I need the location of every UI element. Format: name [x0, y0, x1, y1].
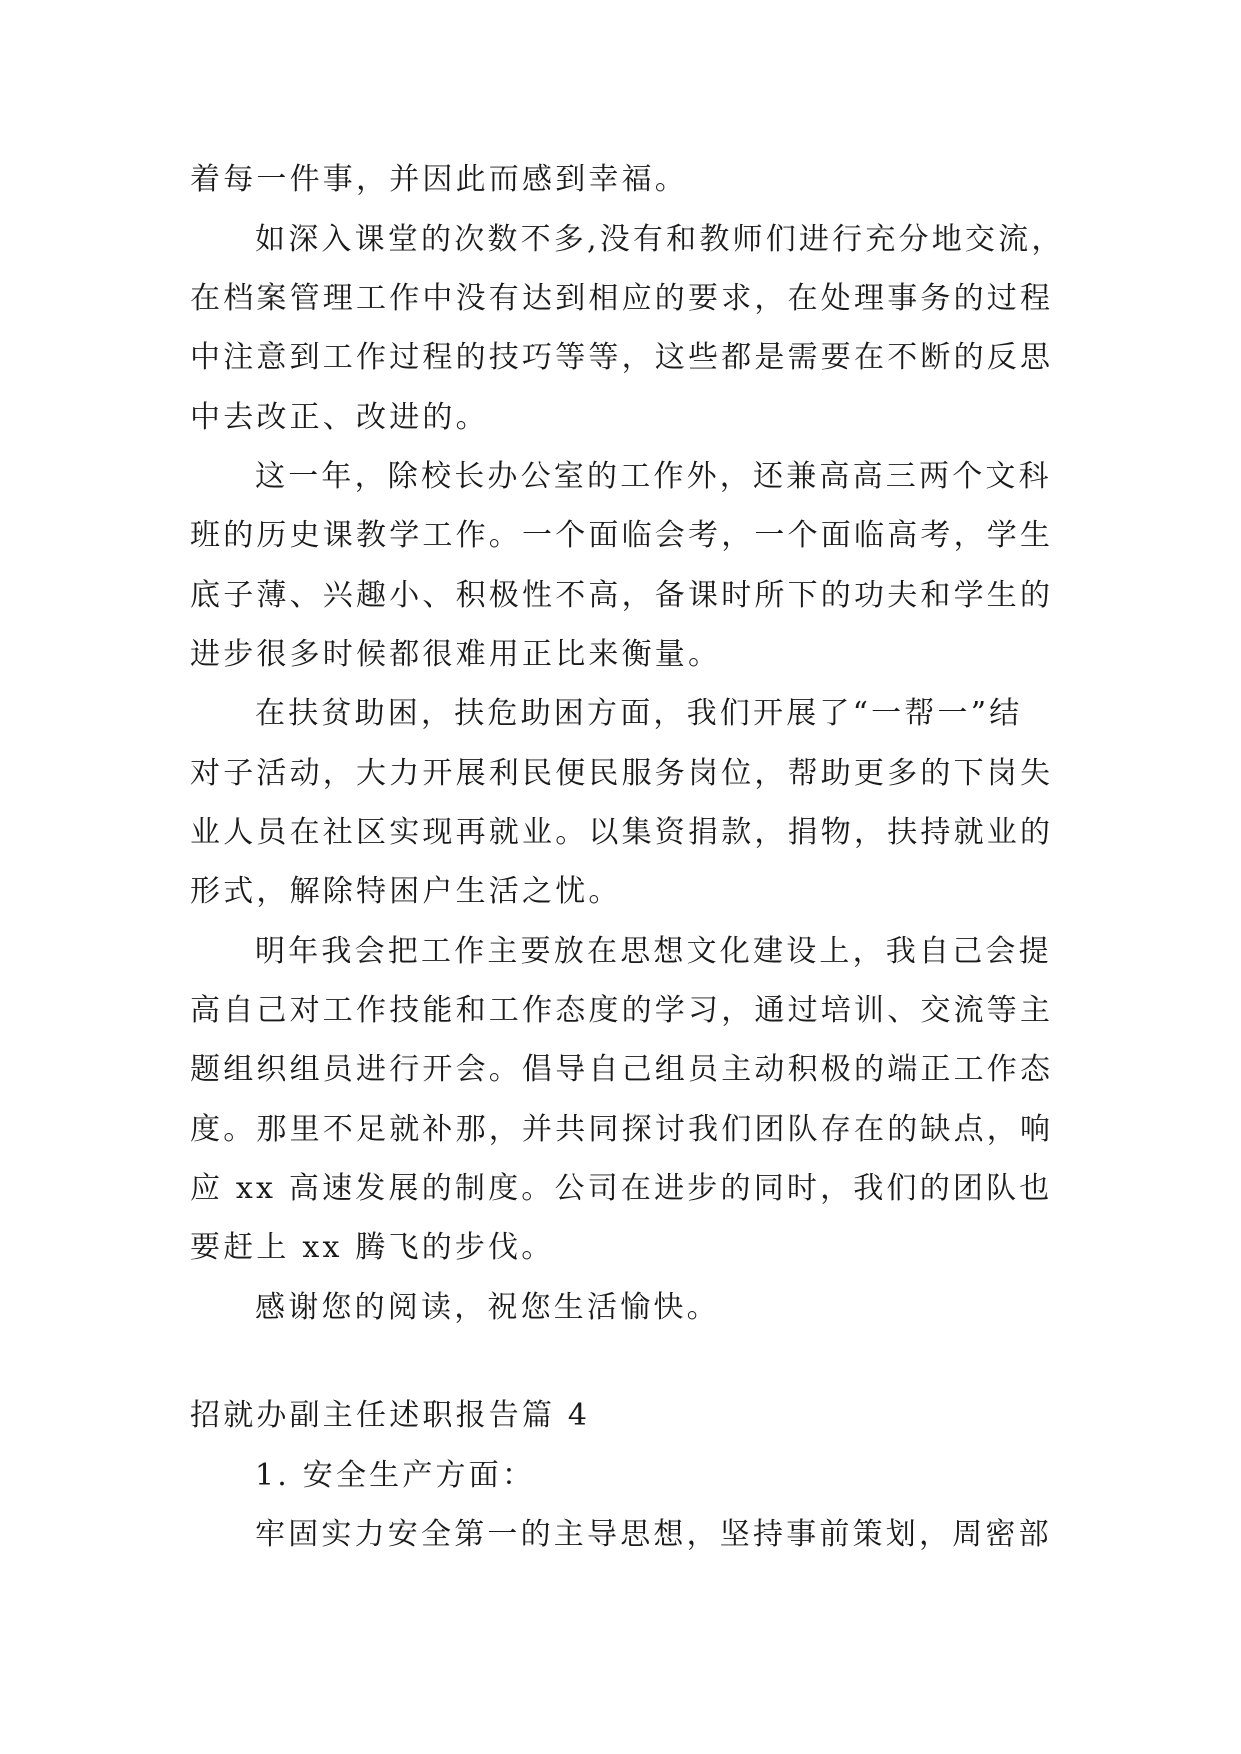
paragraph-line: 这一年，除校长办公室的工作外，还兼高高三两个文科 — [255, 459, 1052, 494]
paragraph-line: 牢固实力安全第一的主导思想，坚持事前策划，周密部 — [255, 1517, 1052, 1552]
paragraph-line: 明年我会把工作主要放在思想文化建设上，我自己会提 — [255, 934, 1052, 969]
paragraph-line: 题组织组员进行开会。倡导自己组员主动积极的端正工作态 — [190, 1052, 1054, 1087]
paragraph-line: 度。那里不足就补那，并共同探讨我们团队存在的缺点，响 — [190, 1112, 1054, 1147]
paragraph-line: 在档案管理工作中没有达到相应的要求，在处理事务的过程 — [190, 281, 1054, 316]
paragraph-line: 高自己对工作技能和工作态度的学习，通过培训、交流等主 — [190, 993, 1054, 1028]
paragraph-line: 班的历史课教学工作。一个面临会考，一个面临高考，学生 — [190, 518, 1054, 553]
paragraph-line: 在扶贫助困，扶危助困方面，我们开展了“一帮一”结 — [255, 696, 1023, 731]
paragraph-line: 形式，解除特困户生活之忧。 — [190, 874, 622, 909]
paragraph-line: 如深入课堂的次数不多,没有和教师们进行充分地交流， — [255, 222, 1065, 257]
paragraph-line: 感谢您的阅读，祝您生活愉快。 — [255, 1290, 720, 1325]
paragraph-line: 底子薄、兴趣小、积极性不高，备课时所下的功夫和学生的 — [190, 578, 1054, 613]
paragraph-line: 业人员在社区实现再就业。以集资捐款，捐物，扶持就业的 — [190, 815, 1054, 850]
paragraph-line: 中注意到工作过程的技巧等等，这些都是需要在不断的反思 — [190, 340, 1054, 375]
paragraph-line: 中去改正、改进的。 — [190, 400, 489, 435]
paragraph-line: 着每一件事，并因此而感到幸福。 — [190, 162, 688, 197]
paragraph-line: 对子活动，大力开展利民便民服务岗位，帮助更多的下岗失 — [190, 756, 1054, 791]
section-heading: 招就办副主任述职报告篇 4 — [190, 1398, 591, 1433]
paragraph-line: 应 xx 高速发展的制度。公司在进步的同时，我们的团队也 — [190, 1171, 1053, 1206]
paragraph-line: 进步很多时候都很难用正比来衡量。 — [190, 637, 722, 672]
paragraph-line: 要赶上 xx 腾飞的步伐。 — [190, 1230, 555, 1265]
subsection-heading: 1. 安全生产方面： — [255, 1458, 536, 1493]
